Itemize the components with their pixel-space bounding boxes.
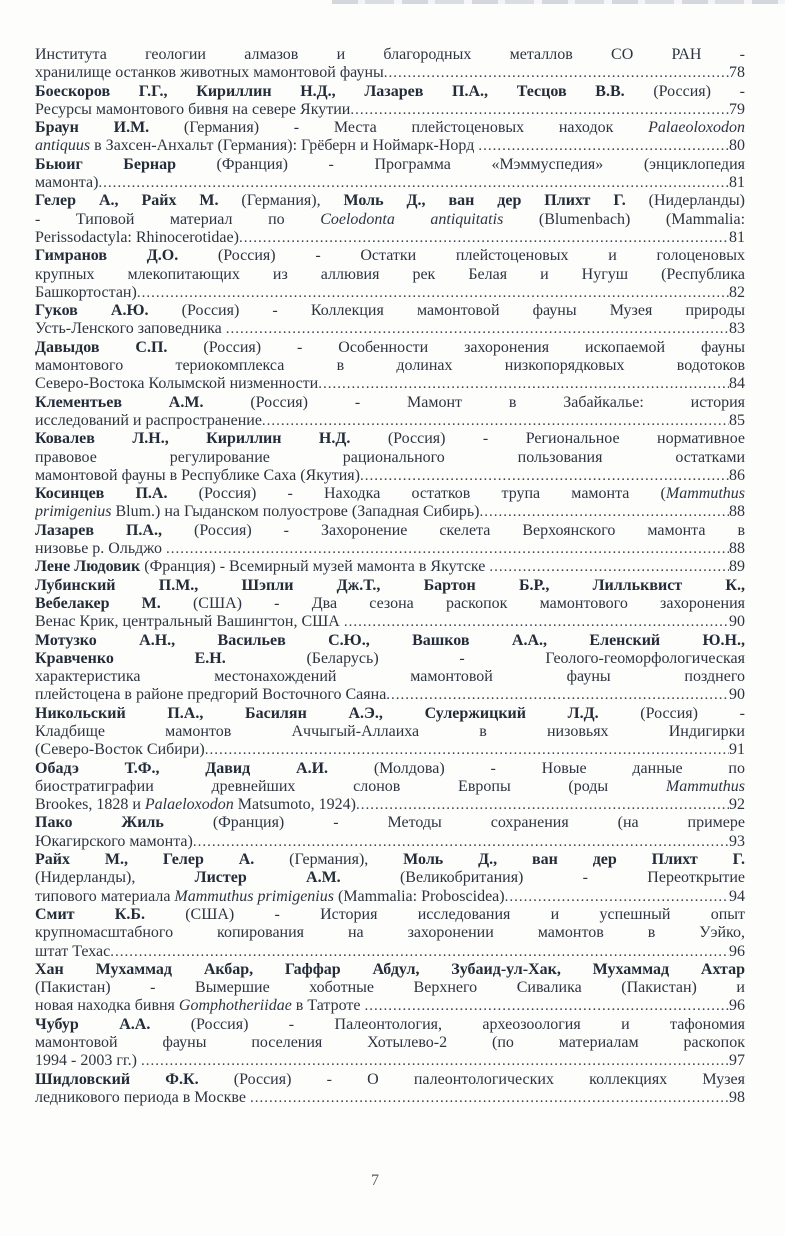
toc-text-run: (Беларусь) - Геолого-геоморфологическая bbox=[225, 649, 745, 667]
toc-entry bbox=[35, 339, 745, 394]
toc-text-run: Обадэ Т.Ф., Давид А.И. bbox=[35, 759, 329, 777]
toc-text-run: характеристика местонахождений мамонтовой фауны позднего bbox=[35, 668, 745, 686]
toc-entry-page-number: 93 bbox=[729, 832, 745, 850]
dot-leader bbox=[262, 412, 729, 430]
toc-text-run: Лене Людовик bbox=[35, 558, 141, 576]
dot-leader bbox=[360, 467, 729, 485]
toc-entry bbox=[35, 1016, 745, 1071]
toc-line bbox=[35, 924, 745, 942]
toc-text-run: Gomphotheriidae bbox=[178, 997, 292, 1015]
toc-text-run: Mammuthus bbox=[665, 777, 745, 795]
toc-line bbox=[35, 558, 745, 576]
toc-text-run: типового материала bbox=[35, 887, 175, 905]
dot-leader bbox=[193, 833, 729, 851]
toc-text-run: (Германия), bbox=[254, 851, 404, 869]
toc-text-run: Вебелакер М. bbox=[35, 594, 161, 612]
dot-leader bbox=[166, 540, 729, 558]
toc-line bbox=[35, 137, 745, 155]
toc-line bbox=[35, 540, 745, 558]
toc-line bbox=[35, 851, 745, 869]
toc-text-run: (Россия) - Региональное нормативное bbox=[350, 430, 745, 448]
dot-leader bbox=[356, 796, 729, 814]
toc-text-run: Гелер А., Райх М. bbox=[35, 192, 219, 210]
toc-text-run: Mammuthus primigenius bbox=[174, 887, 334, 905]
toc bbox=[35, 46, 745, 1107]
dot-leader bbox=[98, 174, 729, 192]
toc-text-run: (Северо-Восток Сибири) bbox=[35, 741, 205, 759]
toc-text-run: Гуков А.Ю. bbox=[35, 302, 149, 320]
toc-entry-page-number: 88 bbox=[729, 503, 745, 521]
toc-text-run: Palaeloxodon bbox=[144, 796, 234, 814]
toc-line-text bbox=[35, 503, 480, 521]
toc-line bbox=[35, 485, 745, 503]
toc-line bbox=[35, 339, 745, 357]
toc-text-run: - Типовой материал по bbox=[35, 210, 321, 228]
toc-line bbox=[35, 83, 745, 101]
toc-text-run: Райх М., Гелер А. bbox=[35, 851, 255, 869]
dot-leader bbox=[505, 888, 729, 906]
toc-text-run: Листер А.М. bbox=[194, 869, 341, 887]
toc-line-text bbox=[35, 101, 350, 119]
toc-entry bbox=[35, 558, 745, 576]
toc-text-run: новая находка бивня bbox=[35, 997, 179, 1015]
toc-line bbox=[35, 430, 745, 448]
toc-text-run: (Россия) - Коллекция мамонтовой фауны Музея природы bbox=[148, 302, 745, 320]
toc-line bbox=[35, 760, 745, 778]
scan-edge-artifact bbox=[332, 0, 785, 4]
toc-text-run: правовое регулирование рационального пользования остатками bbox=[35, 448, 745, 466]
toc-line-text bbox=[35, 320, 226, 338]
toc-text-run: Моль Д., ван дер Плихт Г. bbox=[403, 851, 745, 869]
toc-entry-page-number: 78 bbox=[729, 64, 745, 82]
dot-leader bbox=[205, 741, 729, 759]
toc-text-run: крупных млекопитающих из аллювия рек Белая и Нугуш (Республика bbox=[35, 265, 745, 283]
toc-line bbox=[35, 650, 745, 668]
toc-entry bbox=[35, 814, 745, 851]
dot-leader bbox=[344, 613, 729, 631]
toc-text-run: Башкортостан) bbox=[35, 283, 137, 301]
toc-line bbox=[35, 229, 745, 247]
toc-text-run: (Германия) - Места плейстоценовых находок bbox=[149, 119, 649, 137]
toc-text-run: мамонта) bbox=[35, 174, 99, 192]
toc-line bbox=[35, 1052, 745, 1070]
toc-line bbox=[35, 449, 745, 467]
toc-line-text bbox=[35, 686, 386, 704]
toc-text-run: Кладбище мамонтов Аччыгый-Аллаиха в низовьях Индигирки bbox=[35, 722, 745, 740]
toc-line bbox=[35, 119, 745, 137]
toc-text-run: (Нидерланды), bbox=[35, 869, 195, 887]
toc-line bbox=[35, 375, 745, 393]
toc-text-run: Никольский П.А., Басилян А.Э., Сулержицкий Л.Д. bbox=[35, 704, 599, 722]
toc-text-run: плейстоцена в районе предгорий Восточного Саяна bbox=[35, 686, 387, 704]
dot-leader bbox=[110, 943, 729, 961]
toc-entry bbox=[35, 851, 745, 906]
toc-entry bbox=[35, 46, 745, 83]
toc-entry-page-number: 94 bbox=[729, 887, 745, 905]
toc-line-text bbox=[35, 412, 262, 430]
toc-text-run: antiquus bbox=[35, 137, 91, 155]
toc-line bbox=[35, 174, 745, 192]
toc-text-run: Ковалев Л.Н., Кириллин Н.Д. bbox=[35, 430, 351, 448]
toc-text-run: Юкагирского мамонта) bbox=[35, 832, 193, 850]
toc-line bbox=[35, 320, 745, 338]
toc-entry-page-number: 81 bbox=[729, 228, 745, 246]
toc-text-run: Бьюиг Бернар bbox=[35, 155, 176, 173]
toc-text-run: (США) - Два сезона раскопок мамонтового захоронения bbox=[160, 594, 745, 612]
dot-leader bbox=[226, 320, 729, 338]
dot-leader bbox=[318, 375, 729, 393]
toc-text-run: Matsumoto, 1924) bbox=[233, 796, 356, 814]
toc-text-run: Смит К.Б. bbox=[35, 905, 145, 923]
toc-line-text bbox=[35, 229, 239, 247]
toc-entry-page-number: 88 bbox=[729, 540, 745, 558]
toc-entry-page-number: 86 bbox=[729, 466, 745, 484]
dot-leader bbox=[478, 137, 729, 155]
toc-entry-page-number: 90 bbox=[729, 613, 745, 631]
toc-line bbox=[35, 577, 745, 595]
toc-text-run: (Россия) - Захоронение скелета Верхоянского мамонта в bbox=[162, 521, 745, 539]
toc-text-run: (Россия) - Особенности захоронения ископаемой фауны bbox=[167, 338, 745, 356]
toc-text-run: (Великобритания) - Переоткрытие bbox=[340, 869, 745, 887]
toc-text-run: биостратиграфии древнейших слонов Европы (роды bbox=[35, 777, 666, 795]
toc-line bbox=[35, 156, 745, 174]
toc-entry bbox=[35, 906, 745, 961]
toc-line bbox=[35, 961, 745, 979]
toc-text-run: (Mammalia: Proboscidea) bbox=[333, 887, 505, 905]
toc-entry-page-number: 83 bbox=[729, 320, 745, 338]
dot-leader bbox=[141, 1052, 729, 1070]
toc-line bbox=[35, 1034, 745, 1052]
toc-text-run: Венас Крик, центральный Вашингтон, США bbox=[35, 613, 344, 631]
toc-line bbox=[35, 869, 745, 887]
toc-text-run: (Франция) - Методы сохранения (на примере bbox=[163, 814, 745, 832]
toc-text-run: primigenius bbox=[35, 503, 112, 521]
toc-line bbox=[35, 266, 745, 284]
toc-line bbox=[35, 943, 745, 961]
toc-text-run: штат Техас bbox=[35, 942, 111, 960]
toc-text-run: 1994 - 2003 гг.) bbox=[35, 1052, 141, 1070]
toc-line bbox=[35, 888, 745, 906]
toc-entry bbox=[35, 760, 745, 815]
toc-line-text bbox=[35, 64, 384, 82]
toc-text-run: (Молдова) - Новые данные по bbox=[328, 759, 745, 777]
toc-entry bbox=[35, 192, 745, 247]
toc-text-run: Чубур А.А. bbox=[35, 1015, 151, 1033]
toc-line-text bbox=[35, 997, 364, 1015]
toc-line bbox=[35, 46, 745, 64]
toc-text-run: (Пакистан) - Вымершие хоботные Верхнего Сивалика (Пакистан) и bbox=[35, 979, 745, 997]
dot-leader bbox=[350, 101, 729, 119]
toc-entry-page-number: 89 bbox=[729, 558, 745, 576]
toc-entry-page-number: 80 bbox=[729, 137, 745, 155]
toc-text-run: (Россия) - Находка остатков трупа мамонта ( bbox=[167, 485, 666, 503]
toc-line bbox=[35, 705, 745, 723]
toc-text-run: ледникового периода в Москве bbox=[35, 1088, 250, 1106]
toc-line-text bbox=[35, 613, 344, 631]
toc-text-run: Клементьев А.М. bbox=[35, 393, 204, 411]
toc-text-run: Шидловский Ф.К. bbox=[35, 1070, 199, 1088]
dot-leader bbox=[480, 503, 730, 521]
dot-leader bbox=[489, 558, 729, 576]
toc-text-run: (Германия), bbox=[218, 192, 344, 210]
toc-entry-page-number: 79 bbox=[729, 100, 745, 118]
toc-text-run: Brookes, 1828 и bbox=[35, 796, 145, 814]
toc-text-run: Института геологии алмазов и благородных металлов СО РАН - bbox=[35, 46, 745, 63]
toc-line-text bbox=[35, 1089, 250, 1107]
toc-line bbox=[35, 192, 745, 210]
toc-text-run: (Россия) - bbox=[598, 704, 745, 722]
toc-line-text bbox=[35, 888, 505, 906]
toc-line-text bbox=[35, 741, 205, 759]
dot-leader bbox=[239, 229, 729, 247]
toc-text-run: Косинцев П.А. bbox=[35, 485, 168, 503]
toc-line-text bbox=[35, 1052, 141, 1070]
toc-text-run: мамонтовой фауны в Республике Саха (Якутия) bbox=[35, 466, 360, 484]
toc-entry bbox=[35, 577, 745, 632]
toc-text-run: в Захсен-Анхальт (Германия): Грёберн и Ноймарк-Норд bbox=[90, 137, 479, 155]
toc-text-run: (Россия) - bbox=[624, 82, 745, 100]
toc-text-run: Хан Мухаммад Акбар, Гаффар Абдул, Зубаид-ул-Хак, Мухаммад Ахтар bbox=[35, 960, 745, 978]
toc-line bbox=[35, 632, 745, 650]
toc-entry bbox=[35, 247, 745, 302]
toc-entry-page-number: 96 bbox=[729, 942, 745, 960]
toc-line bbox=[35, 284, 745, 302]
toc-text-run: (Россия) - Мамонт в Забайкалье: история bbox=[203, 393, 745, 411]
toc-line bbox=[35, 686, 745, 704]
dot-leader bbox=[386, 686, 729, 704]
toc-text-run: (Россия) - Палеонтология, археозоология и тафономия bbox=[150, 1015, 745, 1033]
toc-line-text bbox=[35, 284, 137, 302]
toc-line-text bbox=[35, 174, 98, 192]
toc-text-run: Браун И.М. bbox=[35, 119, 150, 137]
toc-line bbox=[35, 814, 745, 832]
toc-entry bbox=[35, 156, 745, 193]
toc-text-run: Кравченко Е.Н. bbox=[35, 649, 226, 667]
toc-text-run: (США) - История исследования и успешный опыт bbox=[144, 905, 745, 923]
toc-entry bbox=[35, 961, 745, 1016]
toc-entry bbox=[35, 430, 745, 485]
toc-text-run: Palaeoloxodon bbox=[648, 119, 745, 137]
toc-text-run: мамонтового териокомплекса в долинах низкопорядковых водотоков bbox=[35, 357, 745, 375]
toc-text-run: Боескоров Г.Г., Кириллин Н.Д., Лазарев П.А., Тесцов В.В. bbox=[35, 82, 625, 100]
toc-line bbox=[35, 211, 745, 229]
toc-entry bbox=[35, 485, 745, 522]
dot-leader bbox=[250, 1089, 729, 1107]
toc-line-text bbox=[35, 467, 360, 485]
toc-text-run: мамонтовой фауны поселения Хотылево-2 (по материалам раскопок bbox=[35, 1034, 745, 1052]
toc-text-run: Гимранов Д.О. bbox=[35, 247, 179, 265]
toc-entry bbox=[35, 119, 745, 156]
toc-line bbox=[35, 906, 745, 924]
toc-line bbox=[35, 979, 745, 997]
toc-text-run: (Франция) - Всемирный музей мамонта в Якутске bbox=[140, 558, 490, 576]
toc-entry-page-number: 92 bbox=[729, 796, 745, 814]
toc-entry bbox=[35, 522, 745, 559]
toc-text-run: крупномасштабного копирования на захоронении мамонтов в Уэйко, bbox=[35, 924, 745, 942]
toc-line bbox=[35, 778, 745, 796]
toc-text-run: Пако Жиль bbox=[35, 814, 164, 832]
toc-line bbox=[35, 741, 745, 759]
toc-entry-page-number: 91 bbox=[729, 741, 745, 759]
toc-text-run: низовье р. Ольджо bbox=[35, 540, 166, 558]
toc-text-run: Coelodonta antiquitatis bbox=[320, 210, 504, 228]
toc-text-run: (Россия) - Остатки плейстоценовых и голоценовых bbox=[178, 247, 745, 265]
dot-leader bbox=[137, 284, 729, 302]
toc-line bbox=[35, 467, 745, 485]
toc-line bbox=[35, 247, 745, 265]
toc-line bbox=[35, 1016, 745, 1034]
toc-line bbox=[35, 997, 745, 1015]
toc-text-run: в Татроте bbox=[291, 997, 365, 1015]
toc-line bbox=[35, 357, 745, 375]
toc-line bbox=[35, 833, 745, 851]
dot-leader bbox=[384, 64, 729, 82]
toc-text-run: хранилище останков животных мамонтовой фауны bbox=[35, 64, 384, 82]
toc-entry-page-number: 97 bbox=[729, 1052, 745, 1070]
toc-entry-page-number: 84 bbox=[729, 375, 745, 393]
toc-entry-page-number: 98 bbox=[729, 1088, 745, 1106]
toc-entry bbox=[35, 83, 745, 120]
toc-line bbox=[35, 613, 745, 631]
toc-line-text bbox=[35, 540, 166, 558]
toc-line-text bbox=[35, 137, 478, 155]
toc-line-text bbox=[35, 375, 318, 393]
toc-line-text bbox=[35, 943, 110, 961]
toc-text-run: (Blumenbach) (Mammalia: bbox=[503, 210, 745, 228]
toc-text-run: Давыдов С.П. bbox=[35, 338, 168, 356]
toc-line bbox=[35, 503, 745, 521]
toc-line bbox=[35, 101, 745, 119]
toc-line bbox=[35, 394, 745, 412]
toc-entry bbox=[35, 1071, 745, 1108]
toc-entry-page-number: 96 bbox=[729, 997, 745, 1015]
toc-text-run: (Нидерланды) bbox=[625, 192, 745, 210]
toc-line bbox=[35, 522, 745, 540]
toc-entry-page-number: 90 bbox=[729, 686, 745, 704]
toc-line bbox=[35, 412, 745, 430]
toc-text-run: Усть-Ленского заповедника bbox=[35, 320, 226, 338]
toc-line bbox=[35, 796, 745, 814]
toc-text-run: Blum.) на Гыданском полуострове (Западная Сибирь) bbox=[111, 503, 480, 521]
toc-entry bbox=[35, 394, 745, 431]
dot-leader bbox=[364, 997, 729, 1015]
toc-entry-page-number: 81 bbox=[729, 174, 745, 192]
toc-entry bbox=[35, 302, 745, 339]
toc-text-run: исследований и распространение bbox=[35, 411, 262, 429]
toc-text-run: Perissodactyla: Rhinocerotidae) bbox=[35, 228, 239, 246]
toc-text-run: Mammuthus bbox=[665, 485, 745, 503]
toc-entry bbox=[35, 632, 745, 705]
toc-entry-page-number: 85 bbox=[729, 411, 745, 429]
toc-line bbox=[35, 595, 745, 613]
toc-text-run: Мотузко А.Н., Васильев С.Ю., Вашков А.А., Еленский Ю.Н., bbox=[35, 631, 745, 649]
toc-line bbox=[35, 302, 745, 320]
toc-line bbox=[35, 1071, 745, 1089]
toc-line-text bbox=[35, 833, 193, 851]
toc-line bbox=[35, 64, 745, 82]
toc-line-text bbox=[35, 796, 356, 814]
toc-line-text bbox=[35, 558, 489, 576]
toc-text-run: (Россия) - О палеонтологических коллекциях Музея bbox=[198, 1070, 745, 1088]
footer-page-number: 7 bbox=[371, 1172, 379, 1189]
toc-line bbox=[35, 668, 745, 686]
toc-text-run: Лазарев П.А., bbox=[35, 521, 162, 539]
toc-line bbox=[35, 723, 745, 741]
toc-text-run: Лубинский П.М., Шэпли Дж.Т., Бартон Б.Р., Лилльквист К., bbox=[35, 576, 745, 594]
toc-text-run: Моль Д., ван дер Плихт Г. bbox=[343, 192, 626, 210]
toc-text-run: Северо-Востока Колымской низменности bbox=[35, 375, 319, 393]
toc-line bbox=[35, 1089, 745, 1107]
toc-text-run: (Франция) - Программа «Мэммуспедия» (энциклопедия bbox=[176, 155, 745, 173]
toc-entry-page-number: 82 bbox=[729, 283, 745, 301]
toc-entry bbox=[35, 705, 745, 760]
toc-text-run: Ресурсы мамонтового бивня на севере Якутии bbox=[35, 100, 351, 118]
